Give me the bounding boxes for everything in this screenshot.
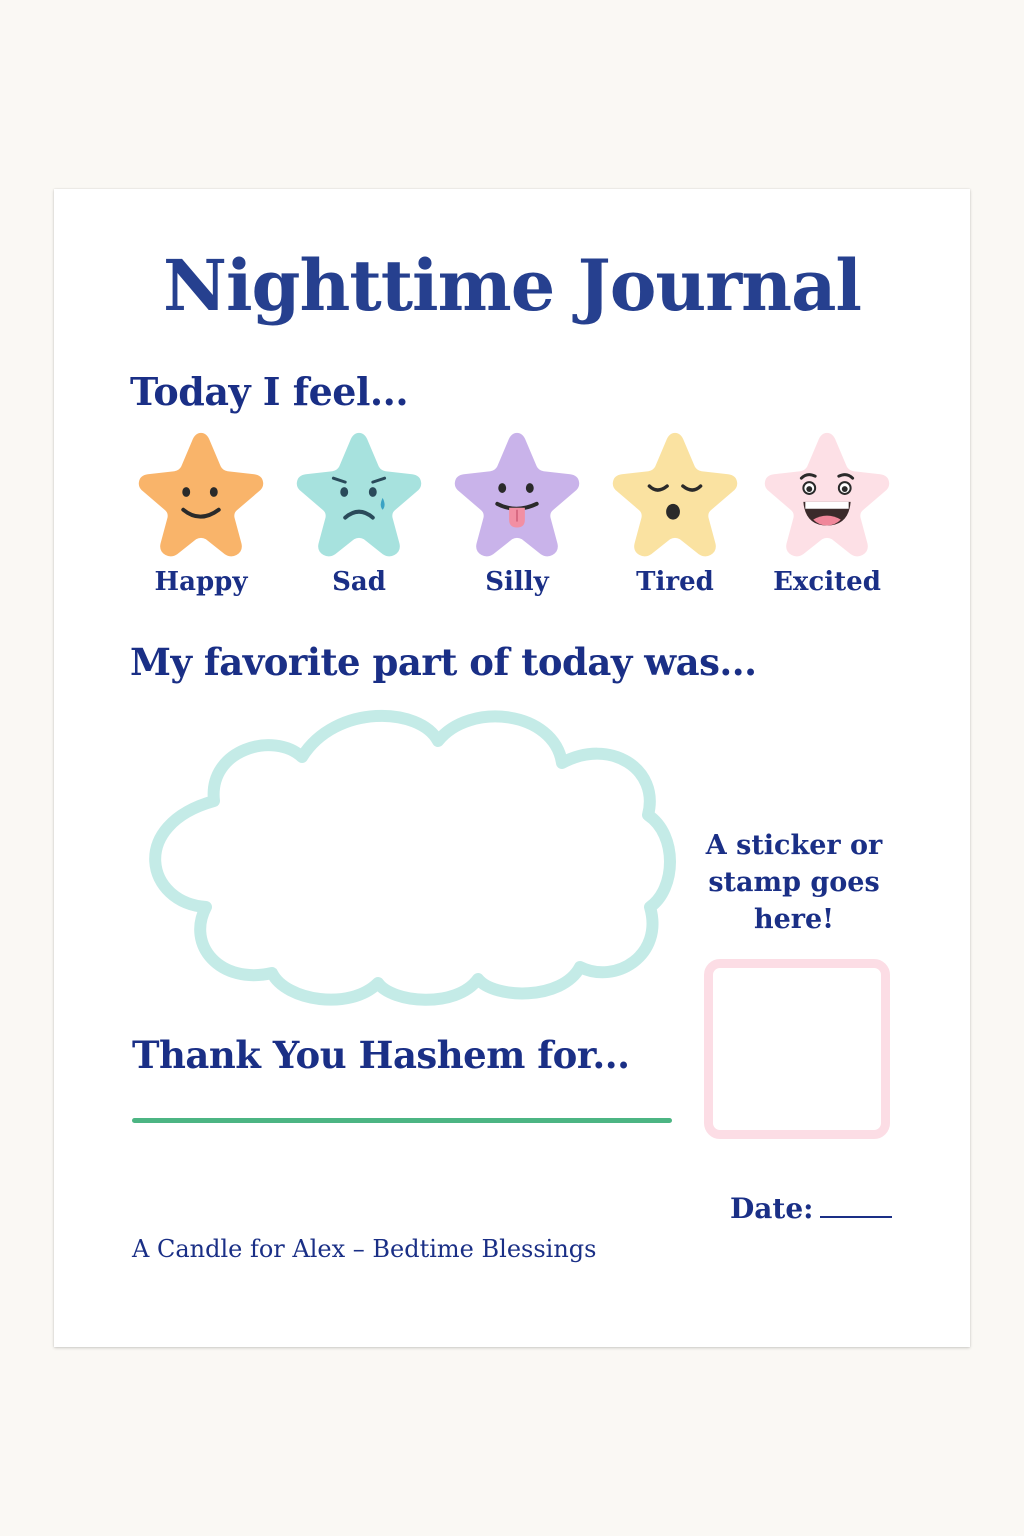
footer-credit: A Candle for Alex – Bedtime Blessings (132, 1235, 597, 1263)
happy-star-icon (132, 425, 270, 559)
mood-label-tired: Tired (636, 567, 714, 597)
tired-star-icon (606, 425, 744, 559)
mood-label-silly: Silly (485, 567, 549, 597)
mood-tired[interactable] (600, 425, 750, 605)
date-label: Date: (730, 1192, 814, 1225)
mood-silly[interactable] (442, 425, 592, 605)
page-title: Nighttime Journal (162, 244, 862, 327)
mood-sad[interactable] (284, 425, 434, 605)
sticker-box[interactable] (704, 959, 890, 1139)
mood-label-sad: Sad (332, 567, 386, 597)
favorite-cloud-writing-area[interactable] (122, 697, 692, 1013)
excited-star-icon (758, 425, 896, 559)
date-field[interactable] (730, 1192, 892, 1225)
thanks-heading: Thank You Hashem for... (132, 1033, 630, 1077)
silly-star-icon (448, 425, 586, 559)
sticker-note: A sticker or stamp goes here! (705, 830, 883, 935)
date-writing-line[interactable] (820, 1216, 892, 1218)
mood-happy[interactable] (126, 425, 276, 605)
feel-heading: Today I feel... (130, 369, 409, 414)
mood-label-excited: Excited (773, 567, 881, 597)
journal-page (54, 189, 970, 1347)
favorite-heading: My favorite part of today was... (130, 640, 757, 684)
sad-star-icon (290, 425, 428, 559)
mood-selector (126, 425, 906, 605)
thanks-writing-line[interactable] (132, 1118, 672, 1123)
mood-label-happy: Happy (154, 567, 248, 597)
mood-excited[interactable] (752, 425, 902, 605)
